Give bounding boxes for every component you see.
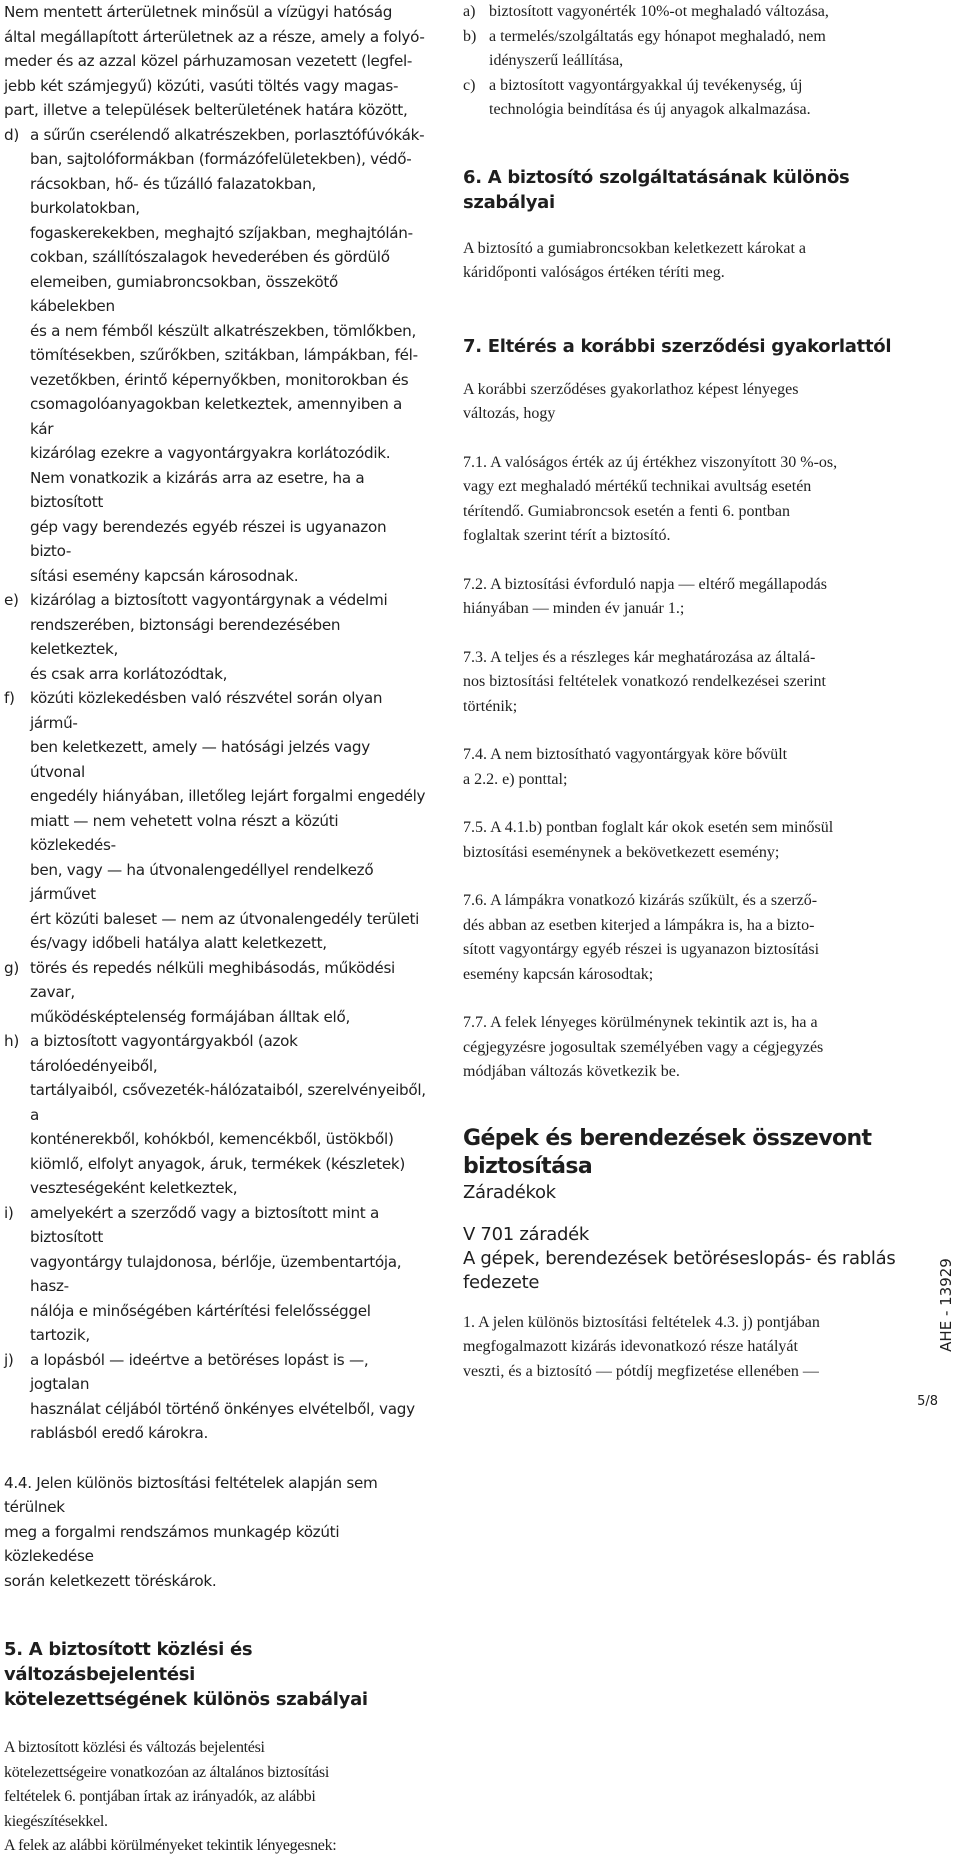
page-number: 5/8	[917, 1394, 938, 1409]
list-item-text: amelyekért a szerződő vagy a biztosított mint a biztosított vagyontárgy tulajdonosa, bérlője, üzembentartója, hasz- nálója e minőségében kártérítési felelősséggel tartozik,	[30, 1203, 402, 1344]
section-7-heading: 7. Eltérés a korábbi szerződési gyakorlattól	[463, 335, 892, 357]
intro-paragraph: Nem mentett árterületnek minősül a vízügyi hatóság által megállapított árterületnek az a része, amely a folyó- meder és az azzal közel párhuzamosan vezetett (legfel- jebb két számjegyű) közúti, vasúti töltés vagy magas- part, illetve a települések belterületének határa között,	[4, 3, 425, 119]
section-6-paragraph: A biztosító a gumiabroncsokban keletkezett károkat a káridőponti valóságos értéken téríti meg.	[463, 239, 806, 281]
paragraph-7-2: 7.2. A biztosítási évforduló napja — eltérő megállapodás hiányában — minden év január 1.;	[463, 575, 827, 617]
list-marker: a)	[463, 3, 476, 20]
paragraph-7-4: 7.4. A nem biztosítható vagyontárgyak köre bővült a 2.2. e) ponttal;	[463, 746, 788, 788]
list-marker: f)	[4, 689, 15, 707]
list-marker: d)	[4, 125, 19, 144]
right-column	[463, 0, 903, 1384]
list-item-text: kizárólag a biztosított vagyontárgynak a védelmi rendszerében, biztonsági berendezésében keletkeztek, és csak arra korlátozódtak,	[30, 591, 388, 683]
list-item-i	[4, 1201, 426, 1348]
list-item-h	[4, 1029, 426, 1201]
list-item-text: a biztosított vagyontárgyakból (azok tárolóedényeiből, tartályaiból, csővezeték-hálózataiból, szerelvényeiből, a konténerekből, kohókból, kemencékből, üstökből) kiömlő, elfolyt anyagok, áruk, termékek (készletek) veszteségeként keletkeztek,	[30, 1032, 426, 1197]
section-6-heading: 6. A biztosító szolgáltatásának különös szabályai	[463, 166, 850, 213]
list-item-b	[463, 25, 903, 74]
document-title: Gépek és berendezések összevont biztosítása	[463, 1125, 872, 1179]
list-item-d	[4, 123, 426, 589]
list-item-text: a termelés/szolgáltatás egy hónapot meghaladó, nem idényszerű leállítása,	[489, 27, 826, 69]
section-5-paragraph: A biztosított közlési és változás bejelentési kötelezettségeire vonatkozóan az általános biztosítási feltételek 6. pontjában írtak az irányadók, az alábbi kiegészítésekkel.	[4, 1739, 329, 1830]
clause-paragraph: 1. A jelen különös biztosítási feltételek 4.3. j) pontjában megfogalmazott kizárás idevonatkozó része hatályát veszti, és a biztosító — pótdíj megfizetése ellenében —	[463, 1313, 820, 1380]
paragraph-7-6: 7.6. A lámpákra vonatkozó kizárás szűkült, és a szerző- dés abban az esetben kiterjed a lámpákra is, ha a bizto- sított vagyontárgy egyéb részei is ugyanazon biztosítási esemény kapcsán károsodtak;	[463, 892, 820, 983]
paragraph-7-3: 7.3. A teljes és a részleges kár meghatározása az általá- nos biztosítási feltételek vonatkozó rendelkezései szerint történik;	[463, 648, 826, 715]
list-marker: g)	[4, 958, 19, 977]
list-marker: h)	[4, 1032, 19, 1050]
list-marker: i)	[4, 1203, 14, 1222]
list-item-f	[4, 686, 426, 956]
document-subtitle: Záradékok	[463, 1181, 556, 1203]
left-column	[4, 0, 426, 1859]
list-item-j	[4, 1348, 426, 1446]
list-marker: c)	[463, 76, 476, 94]
list-item-g	[4, 956, 426, 1030]
list-marker: e)	[4, 591, 19, 609]
paragraph-7-7: 7.7. A felek lényeges körülménynek tekintik azt is, ha a cégjegyzésre jogosultak személyében vagy a cégjegyzés módjában változás következik be.	[463, 1014, 824, 1080]
paragraph-7-5: 7.5. A 4.1.b) pontban foglalt kár okok esetén sem minősül biztosítási eseménynek a bekövetkezett esemény;	[463, 819, 834, 861]
paragraph-4-4: 4.4. Jelen különös biztosítási feltételek alapján sem térülnek meg a forgalmi rendszámos munkagép közúti közlekedése során keletkezett töréskárok.	[4, 1473, 378, 1590]
list-item-text: a lopásból — ideértve a betöréses lopást is —, jogtalan használat céljából történő önkényes elvételből, vagy rablásból eredő károkra.	[30, 1350, 415, 1442]
list-item-text: biztosított vagyonérték 10%-ot meghaladó változása,	[489, 3, 829, 20]
list-item-e	[4, 588, 426, 686]
list-marker: b)	[463, 27, 477, 45]
document-code: AHE - 13929	[937, 1258, 955, 1352]
list-item-text: a biztosított vagyontárgyakkal új tevékenység, új technológia beindítása és új anyagok alkalmazása.	[489, 76, 811, 118]
list-item-text: közúti közlekedésben való részvétel során olyan jármű- ben keletkezett, amely — hatósági jelzés vagy útvonal engedély hiányában, illetőleg lejárt forgalmi engedély miatt — nem vehetett volna részt a közúti közlekedés- ben, vagy — ha útvonalengedéllyel rendelkező járművet ért közúti baleset — nem az útvonalengedély területi és/vagy időbeli hatálya alatt keletkezett,	[30, 689, 426, 952]
section-5-lead: A felek az alábbi körülményeket tekintik lényegesnek:	[4, 1837, 337, 1854]
list-item-c	[463, 74, 903, 123]
list-item-text: törés és repedés nélküli meghibásodás, működési zavar, működésképtelenség formájában álltak elő,	[30, 958, 395, 1026]
paragraph-7-1: 7.1. A valóságos érték az új értékhez viszonyított 30 %-os, vagy ezt meghaladó mértékű technikai avultság esetén térítendő. Gumiabroncsok esetén a fenti 6. pontban foglaltak szerint térít a biztosító.	[463, 453, 838, 544]
section-5-heading: 5. A biztosított közlési és változásbejelentési kötelezettségének különös szabályai	[4, 1639, 368, 1710]
list-item-a	[463, 0, 903, 25]
list-item-text: a sűrűn cserélendő alkatrészekben, porlasztófúvókák- ban, sajtolóformákban (formázófelületekben), védő- rácsokban, hő- és tűzálló falazatokban, burkolatokban, fogaskerekekben, meghajtó szíjakban, meghajtólán- cokban, szállítószalagok hevederében és gördülő elemeiben, gumiabroncsokban, összekötő kábelekben és a nem fémből készült alkatrészekben, tömlőkben, tömítésekben, szűrőkben, szitákban, lámpákban, fél- vezetőkben, érintő képernyőkben, monitorokban és csomagolóanyagokban keletkeztek, amennyiben a kár kizárólag ezekre a vagyontárgyakra korlátozódik. Nem vonatkozik a kizárás arra az esetre, ha a biztosított gép vagy berendezés egyéb részei is ugyanazon bizto- sítási esemény kapcsán károsodnak.	[30, 125, 425, 585]
section-7-intro: A korábbi szerződéses gyakorlathoz képest lényeges változás, hogy	[463, 380, 799, 422]
clause-heading: V 701 záradék A gépek, berendezések betöréseslopás- és rablás fedezete	[463, 1223, 896, 1293]
list-marker: j)	[4, 1350, 14, 1369]
